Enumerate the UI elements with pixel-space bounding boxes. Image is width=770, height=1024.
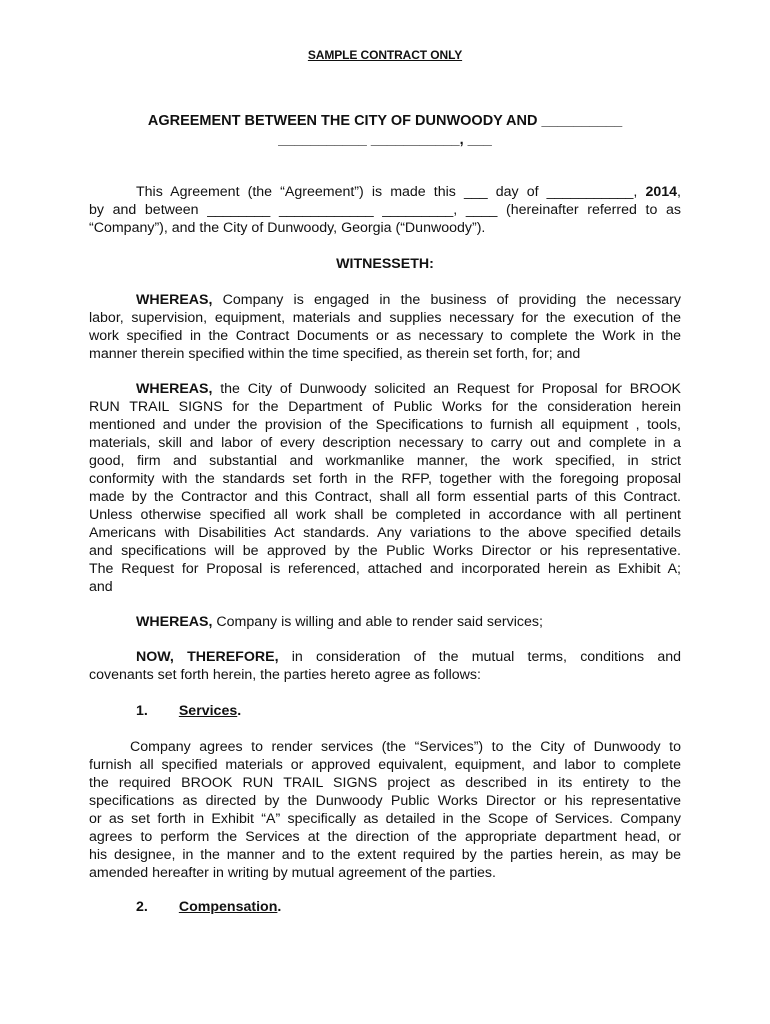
- section-2-heading: 2. Compensation.: [136, 899, 282, 915]
- section1-line-4: specifications as directed by the Dunwoody Public Works Director or his representative: [89, 793, 681, 809]
- whereas2-line-1: WHEREAS, the City of Dunwoody solicited an Request for Proposal for BROOK: [136, 381, 681, 397]
- section-1-heading: 1. Services.: [136, 703, 242, 719]
- sample-contract-label: SAMPLE CONTRACT ONLY: [307, 48, 463, 62]
- whereas2-line-10: and specifications will be approved by the Public Works Director or his representative.: [89, 543, 681, 559]
- whereas1-line-2: labor, supervision, equipment, materials and supplies necessary for the execution of the: [89, 310, 681, 326]
- whereas2-line-6: conformity with the standards set forth in the RFP, together with the foregoing proposal: [89, 471, 681, 487]
- whereas1-line-3: work specified in the Contract Documents or as necessary to complete the Work in the: [89, 328, 681, 344]
- section1-line-2: furnish all specified materials or approved equivalent, equipment, and labor to complete: [89, 757, 681, 773]
- whereas2-line-5: good, firm and substantial and workmanlike manner, the work specified, in strict: [89, 453, 681, 469]
- section1-line-7: his designee, in the manner and to the extent required by the parties herein, as may be: [89, 847, 681, 863]
- whereas2-line-8: Unless otherwise specified all work shall be completed in accordance with all pertinent: [89, 507, 681, 523]
- section1-line-8: amended hereafter in writing by mutual agreement of the parties.: [89, 865, 496, 881]
- witnesseth-heading: WITNESSETH:: [336, 256, 434, 272]
- whereas2-line-9: Americans with Disabilities Act standards. Any variations to the above specified details: [89, 525, 681, 541]
- agreement-title-line-2: ___________ ___________, ___: [278, 132, 492, 148]
- whereas1-line-1: WHEREAS, Company is engaged in the business of providing the necessary: [136, 292, 681, 308]
- whereas2-line-4: materials, skill and labor of every description necessary to carry out and complete in a: [89, 435, 681, 451]
- whereas1-line-4: manner therein specified within the time specified, as therein set forth, for; and: [89, 346, 581, 362]
- section1-line-1: Company agrees to render services (the “Services”) to the City of Dunwoody to: [130, 739, 681, 755]
- whereas2-line-11: The Request for Proposal is referenced, attached and incorporated herein as Exhibit A;: [89, 561, 681, 577]
- intro-line-2: by and between ________ ____________ _________, ____ (hereinafter referred to as: [89, 202, 681, 218]
- agreement-title-line-1: AGREEMENT BETWEEN THE CITY OF DUNWOODY AND __________: [147, 113, 623, 129]
- section1-line-6: agrees to perform the Services at the direction of the appropriate department head, or: [89, 829, 681, 845]
- intro-line-1: This Agreement (the “Agreement”) is made this ___ day of ___________, 2014,: [136, 184, 681, 200]
- section1-line-3: the required BROOK RUN TRAIL SIGNS project as described in its entirety to the: [89, 775, 681, 791]
- now-therefore-line-1: NOW, THEREFORE, in consideration of the mutual terms, conditions and: [136, 649, 681, 665]
- whereas2-line-7: made by the Contractor and this Contract, shall all form essential parts of this Contract.: [89, 489, 681, 505]
- whereas2-line-3: mentioned and under the provision of the Specifications to furnish all equipment , tools,: [89, 417, 681, 433]
- intro-line-3: “Company”), and the City of Dunwoody, Georgia (“Dunwoody”).: [89, 220, 486, 236]
- whereas2-line-2: RUN TRAIL SIGNS for the Department of Public Works for the consideration herein: [89, 399, 681, 415]
- whereas2-line-12: and: [89, 579, 113, 595]
- now-therefore-line-2: covenants set forth herein, the parties hereto agree as follows:: [89, 667, 481, 683]
- whereas3-line-1: WHEREAS, Company is willing and able to render said services;: [136, 614, 543, 630]
- section1-line-5: or as set forth in Exhibit “A” specifically as detailed in the Scope of Services. Company: [89, 811, 681, 827]
